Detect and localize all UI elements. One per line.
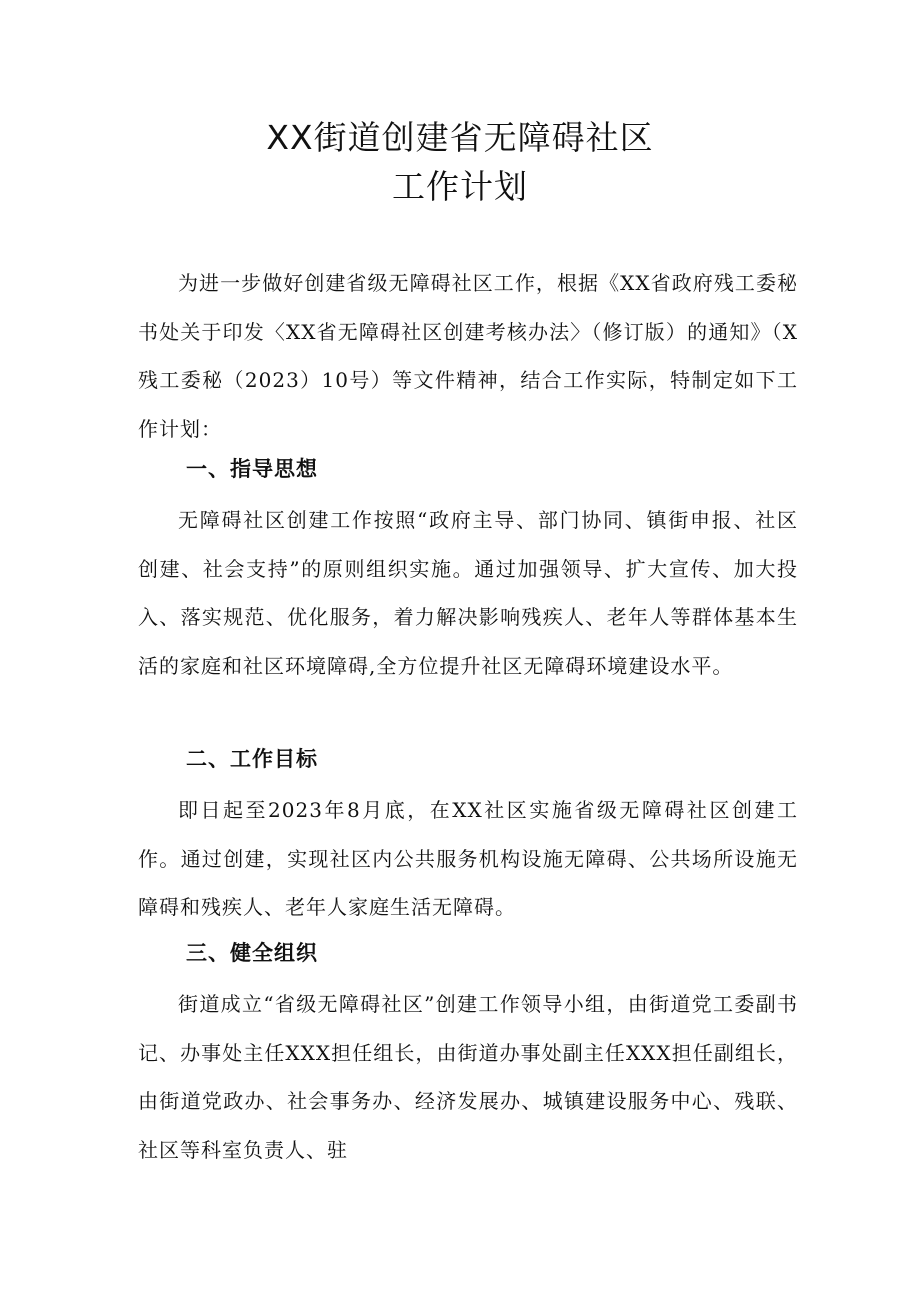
section-body-organization: 街道成立“省级无障碍社区”创建工作领导小组，由街道党工委副书记、办事处主任XXX担任组长，由街道办事处副主任XXX担任副组长，由街道党政办、社会事务办、经济发展办、城镇建设服务中心、残联、社区等科室负责人、驻 [138,992,798,1162]
intro-paragraph: 为进一步做好创建省级无障碍社区工作，根据《XX省政府残工委秘书处关于印发〈XX省无障碍社区创建考核办法〉（修订版）的通知》（X残工委秘（2023）10号）等文件精神，结合工作实际，特制定如下工作计划： [138,271,798,441]
section-body-guiding-ideology: 无障碍社区创建工作按照“政府主导、部门协同、镇街申报、社区创建、社会支持”的原则组织实施。通过加强领导、扩大宣传、加大投入、落实规范、优化服务，着力解决影响残疾人、老年人等群体基本生活的家庭和社区环境障碍,全方位提升社区无障碍环境建设水平。 [138,508,798,678]
section-body-work-goals: 即日起至2023年8月底，在XX社区实施省级无障碍社区创建工作。通过创建，实现社区内公共服务机构设施无障碍、公共场所设施无障碍和残疾人、老年人家庭生活无障碍。 [138,798,798,919]
section-heading-work-goals: 二、工作目标 [186,747,318,771]
section-heading-organization: 三、健全组织 [186,941,318,965]
document-title-line-2: 工作计划 [392,167,528,206]
document-title-line-1: XX街道创建省无障碍社区 [266,118,654,157]
section-heading-guiding-ideology: 一、指导思想 [186,457,318,481]
